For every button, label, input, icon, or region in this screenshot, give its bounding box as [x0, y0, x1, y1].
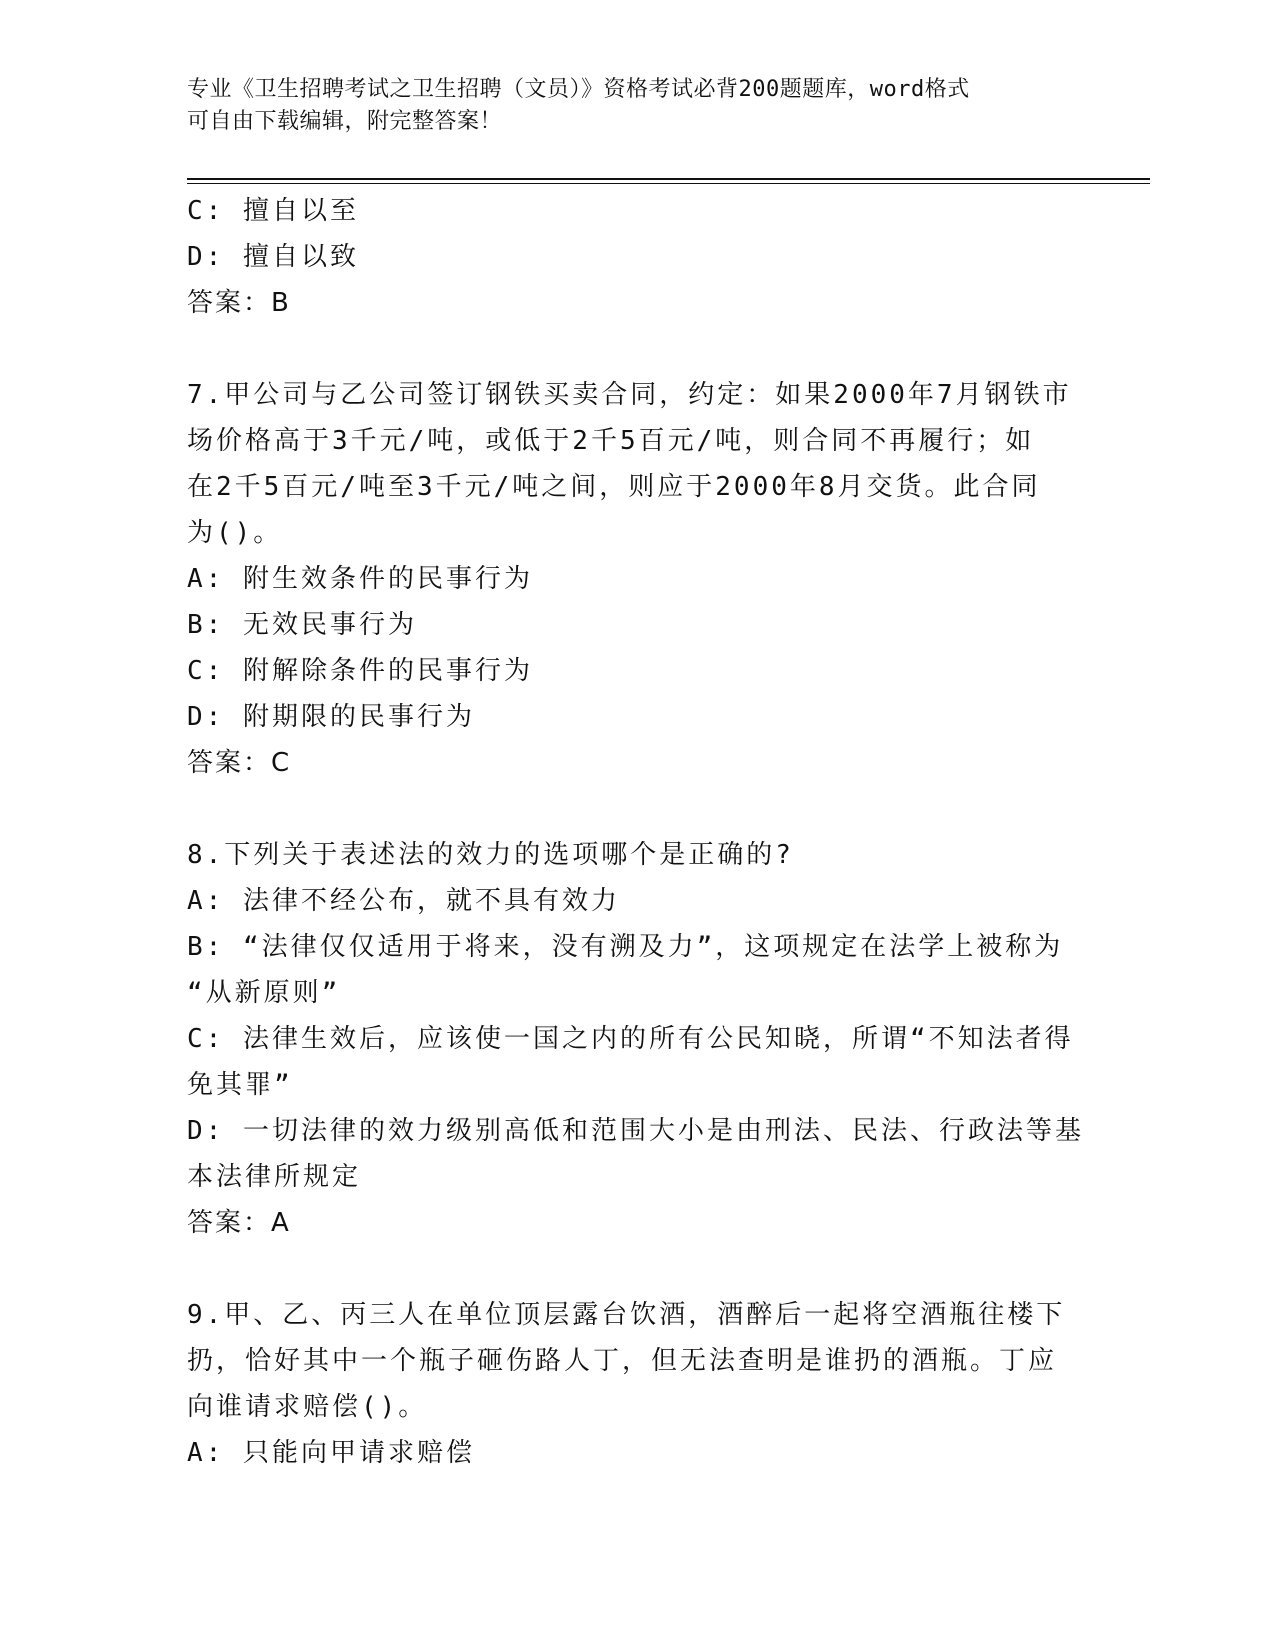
spacer — [187, 1246, 1087, 1292]
question-stem-line: 9.甲、乙、丙三人在单位顶层露台饮酒，酒醉后一起将空酒瓶往楼下 — [187, 1300, 1066, 1330]
option-a: A: 只能向甲请求赔偿 — [187, 1438, 475, 1468]
option-d: D: 擅自以致 — [187, 242, 359, 272]
option-d: D: 附期限的民事行为 — [187, 702, 475, 732]
question-stem-line: 扔，恰好其中一个瓶子砸伤路人丁，但无法查明是谁扔的酒瓶。丁应 — [187, 1346, 1058, 1376]
question-stem-line: 在2千5百元/吨至3千元/吨之间，则应于2000年8月交货。此合同 — [187, 472, 1041, 502]
document-header — [187, 74, 1067, 138]
question-stem-line: 为()。 — [187, 518, 283, 548]
question-stem-line: 向谁请求赔偿()。 — [187, 1392, 428, 1422]
option-c: C: 擅自以至 — [187, 196, 359, 226]
option-a: A: 附生效条件的民事行为 — [187, 564, 533, 594]
header-divider-thick — [187, 178, 1150, 180]
question-9 — [187, 1292, 1087, 1476]
answer-line: 答案：B — [187, 288, 291, 318]
option-d-line: D: 一切法律的效力级别高低和范围大小是由刑法、民法、行政法等基 — [187, 1116, 1084, 1146]
question-stem-line: 7.甲公司与乙公司签订钢铁买卖合同，约定：如果2000年7月钢铁市 — [187, 380, 1072, 410]
previous-question-tail — [187, 188, 1087, 326]
option-b-line: B: “法律仅仅适用于将来，没有溯及力”，这项规定在法学上被称为 — [187, 932, 1064, 962]
question-stem: 8.下列关于表述法的效力的选项哪个是正确的? — [187, 840, 794, 870]
header-line-1: 专业《卫生招聘考试之卫生招聘（文员）》资格考试必背200题题库，word格式 — [187, 77, 970, 102]
option-c-line: C: 法律生效后，应该使一国之内的所有公民知晓，所谓“不知法者得 — [187, 1024, 1074, 1054]
document-body — [187, 188, 1087, 1476]
spacer — [187, 326, 1087, 372]
option-b-line: “从新原则” — [187, 978, 341, 1008]
answer-line: 答案：A — [187, 1208, 291, 1238]
option-d-line: 本法律所规定 — [187, 1162, 362, 1192]
option-a: A: 法律不经公布，就不具有效力 — [187, 886, 620, 916]
option-c: C: 附解除条件的民事行为 — [187, 656, 533, 686]
question-stem-line: 场价格高于3千元/吨，或低于2千5百元/吨，则合同不再履行；如 — [187, 426, 1035, 456]
option-c-line: 免其罪” — [187, 1070, 293, 1100]
answer-line: 答案：C — [187, 748, 292, 778]
header-line-2: 可自由下载编辑，附完整答案！ — [187, 109, 503, 134]
option-b: B: 无效民事行为 — [187, 610, 417, 640]
question-7 — [187, 372, 1087, 786]
spacer — [187, 786, 1087, 832]
header-divider-thin — [187, 183, 1150, 184]
question-8 — [187, 832, 1087, 1246]
